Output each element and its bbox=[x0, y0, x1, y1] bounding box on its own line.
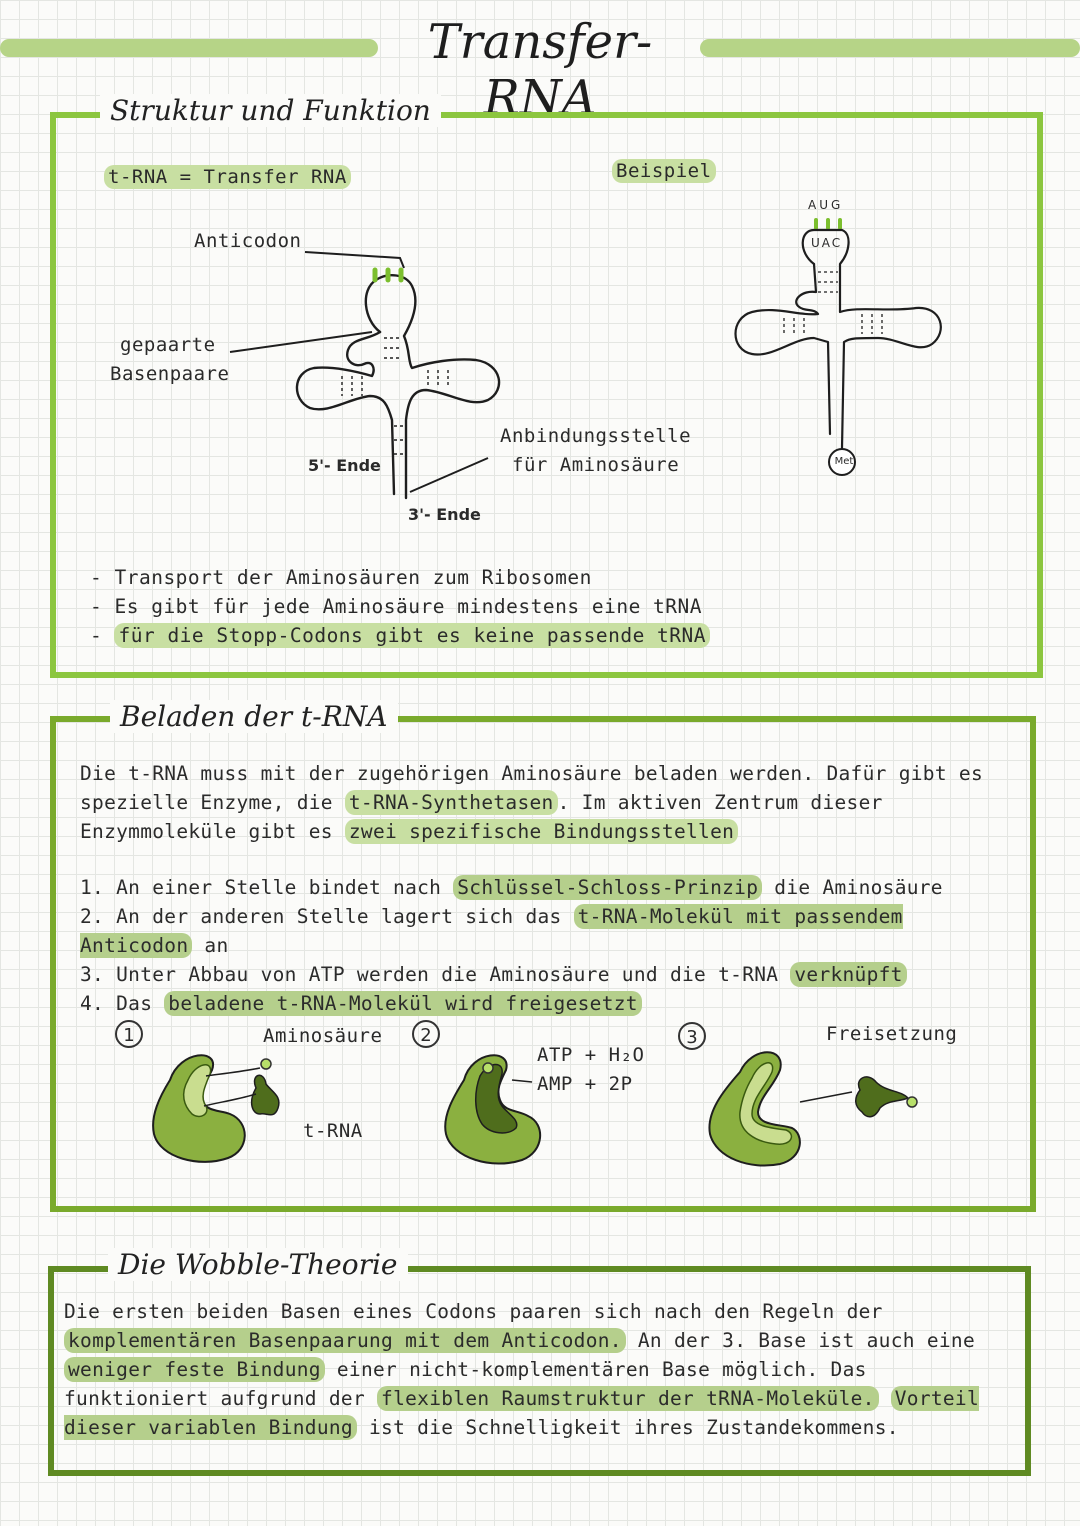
label-five-end: 5'- Ende bbox=[308, 456, 381, 475]
loading-step-3: 3. Unter Abbau von ATP werden die Aminosäure und die t-RNA verknüpft bbox=[80, 960, 1020, 989]
section-wobble-heading: Die Wobble-Theorie bbox=[108, 1248, 408, 1281]
function-bullet-3: - für die Stopp-Codons gibt es keine passende tRNA bbox=[90, 621, 710, 650]
figure-step-number-2: 2 bbox=[412, 1020, 440, 1048]
section-loading-heading: Beladen der t-RNA bbox=[110, 700, 398, 733]
loading-step-1: 1. An einer Stelle bindet nach Schlüssel-Schloss-Prinzip die Aminosäure bbox=[80, 876, 943, 899]
wobble-text: Die ersten beiden Basen eines Codons paaren sich nach den Regeln der komplementären Basenpaarung mit dem Anticodon. An der 3. Base ist auch eine weniger feste Bindung einer nicht-komplementären Base möglich. Das funktioniert aufgrund der flexiblen Raumstruktur der tRNA-Moleküle. Vorteil dieser variablen Bindung ist die Schnelligkeit ihres Zustandekommens. bbox=[64, 1300, 980, 1439]
figure-label-amp: AMP + 2P bbox=[537, 1073, 633, 1095]
figure-step-number-3: 3 bbox=[678, 1022, 706, 1050]
label-binding-2: für Aminosäure bbox=[512, 454, 680, 476]
example-codon: AUG bbox=[808, 198, 844, 212]
enzyme-loading-figure bbox=[140, 1040, 940, 1170]
example-label: Beispiel bbox=[612, 159, 716, 183]
example-trna-diagram bbox=[728, 212, 952, 478]
example-anticodon: UAC bbox=[811, 236, 843, 250]
enzyme-step-3 bbox=[709, 1052, 917, 1165]
definition-text: t-RNA = Transfer RNA bbox=[104, 165, 351, 189]
loading-steps bbox=[80, 873, 1020, 1018]
function-bullet-2: - Es gibt für jede Aminosäure mindestens eine tRNA bbox=[90, 592, 710, 621]
figure-label-amino: Aminosäure bbox=[263, 1025, 383, 1047]
label-paired-2: Basenpaare bbox=[110, 363, 230, 385]
example-amino-acid: Met bbox=[834, 456, 854, 467]
page-title: Transfer-RNA bbox=[427, 14, 653, 126]
figure-label-trna: t-RNA bbox=[303, 1120, 363, 1142]
section-structure-heading: Struktur und Funktion bbox=[100, 94, 441, 127]
figure-label-release: Freisetzung bbox=[826, 1023, 958, 1045]
enzyme-step-1 bbox=[153, 1055, 279, 1162]
loading-intro: Die t-RNA muss mit der zugehörigen Aminosäure beladen werden. Dafür gibt es spezielle Enzyme, die t-RNA-Synthetasen . Im aktiven Zentrum dieser Enzymmoleküle gibt es zwei spezifische Bindungsstellen bbox=[80, 762, 983, 843]
label-three-end: 3'- Ende bbox=[408, 505, 481, 524]
figure-step-number-1: 1 bbox=[115, 1020, 143, 1048]
enzyme-step-2 bbox=[445, 1055, 540, 1163]
function-bullet-1: - Transport der Aminosäuren zum Ribosomen bbox=[90, 563, 710, 592]
label-anticodon: Anticodon bbox=[194, 230, 302, 252]
figure-label-atp: ATP + H₂O bbox=[537, 1044, 645, 1066]
label-paired-1: gepaarte bbox=[120, 334, 216, 356]
loading-step-4: 4. Das beladene t-RNA-Molekül wird freigesetzt bbox=[80, 989, 1020, 1018]
function-list bbox=[90, 563, 710, 650]
label-binding-1: Anbindungsstelle bbox=[500, 425, 692, 447]
loading-step-2: 2. An der anderen Stelle lagert sich das t-RNA-Molekül mit passendem Anticodon an bbox=[80, 905, 903, 957]
